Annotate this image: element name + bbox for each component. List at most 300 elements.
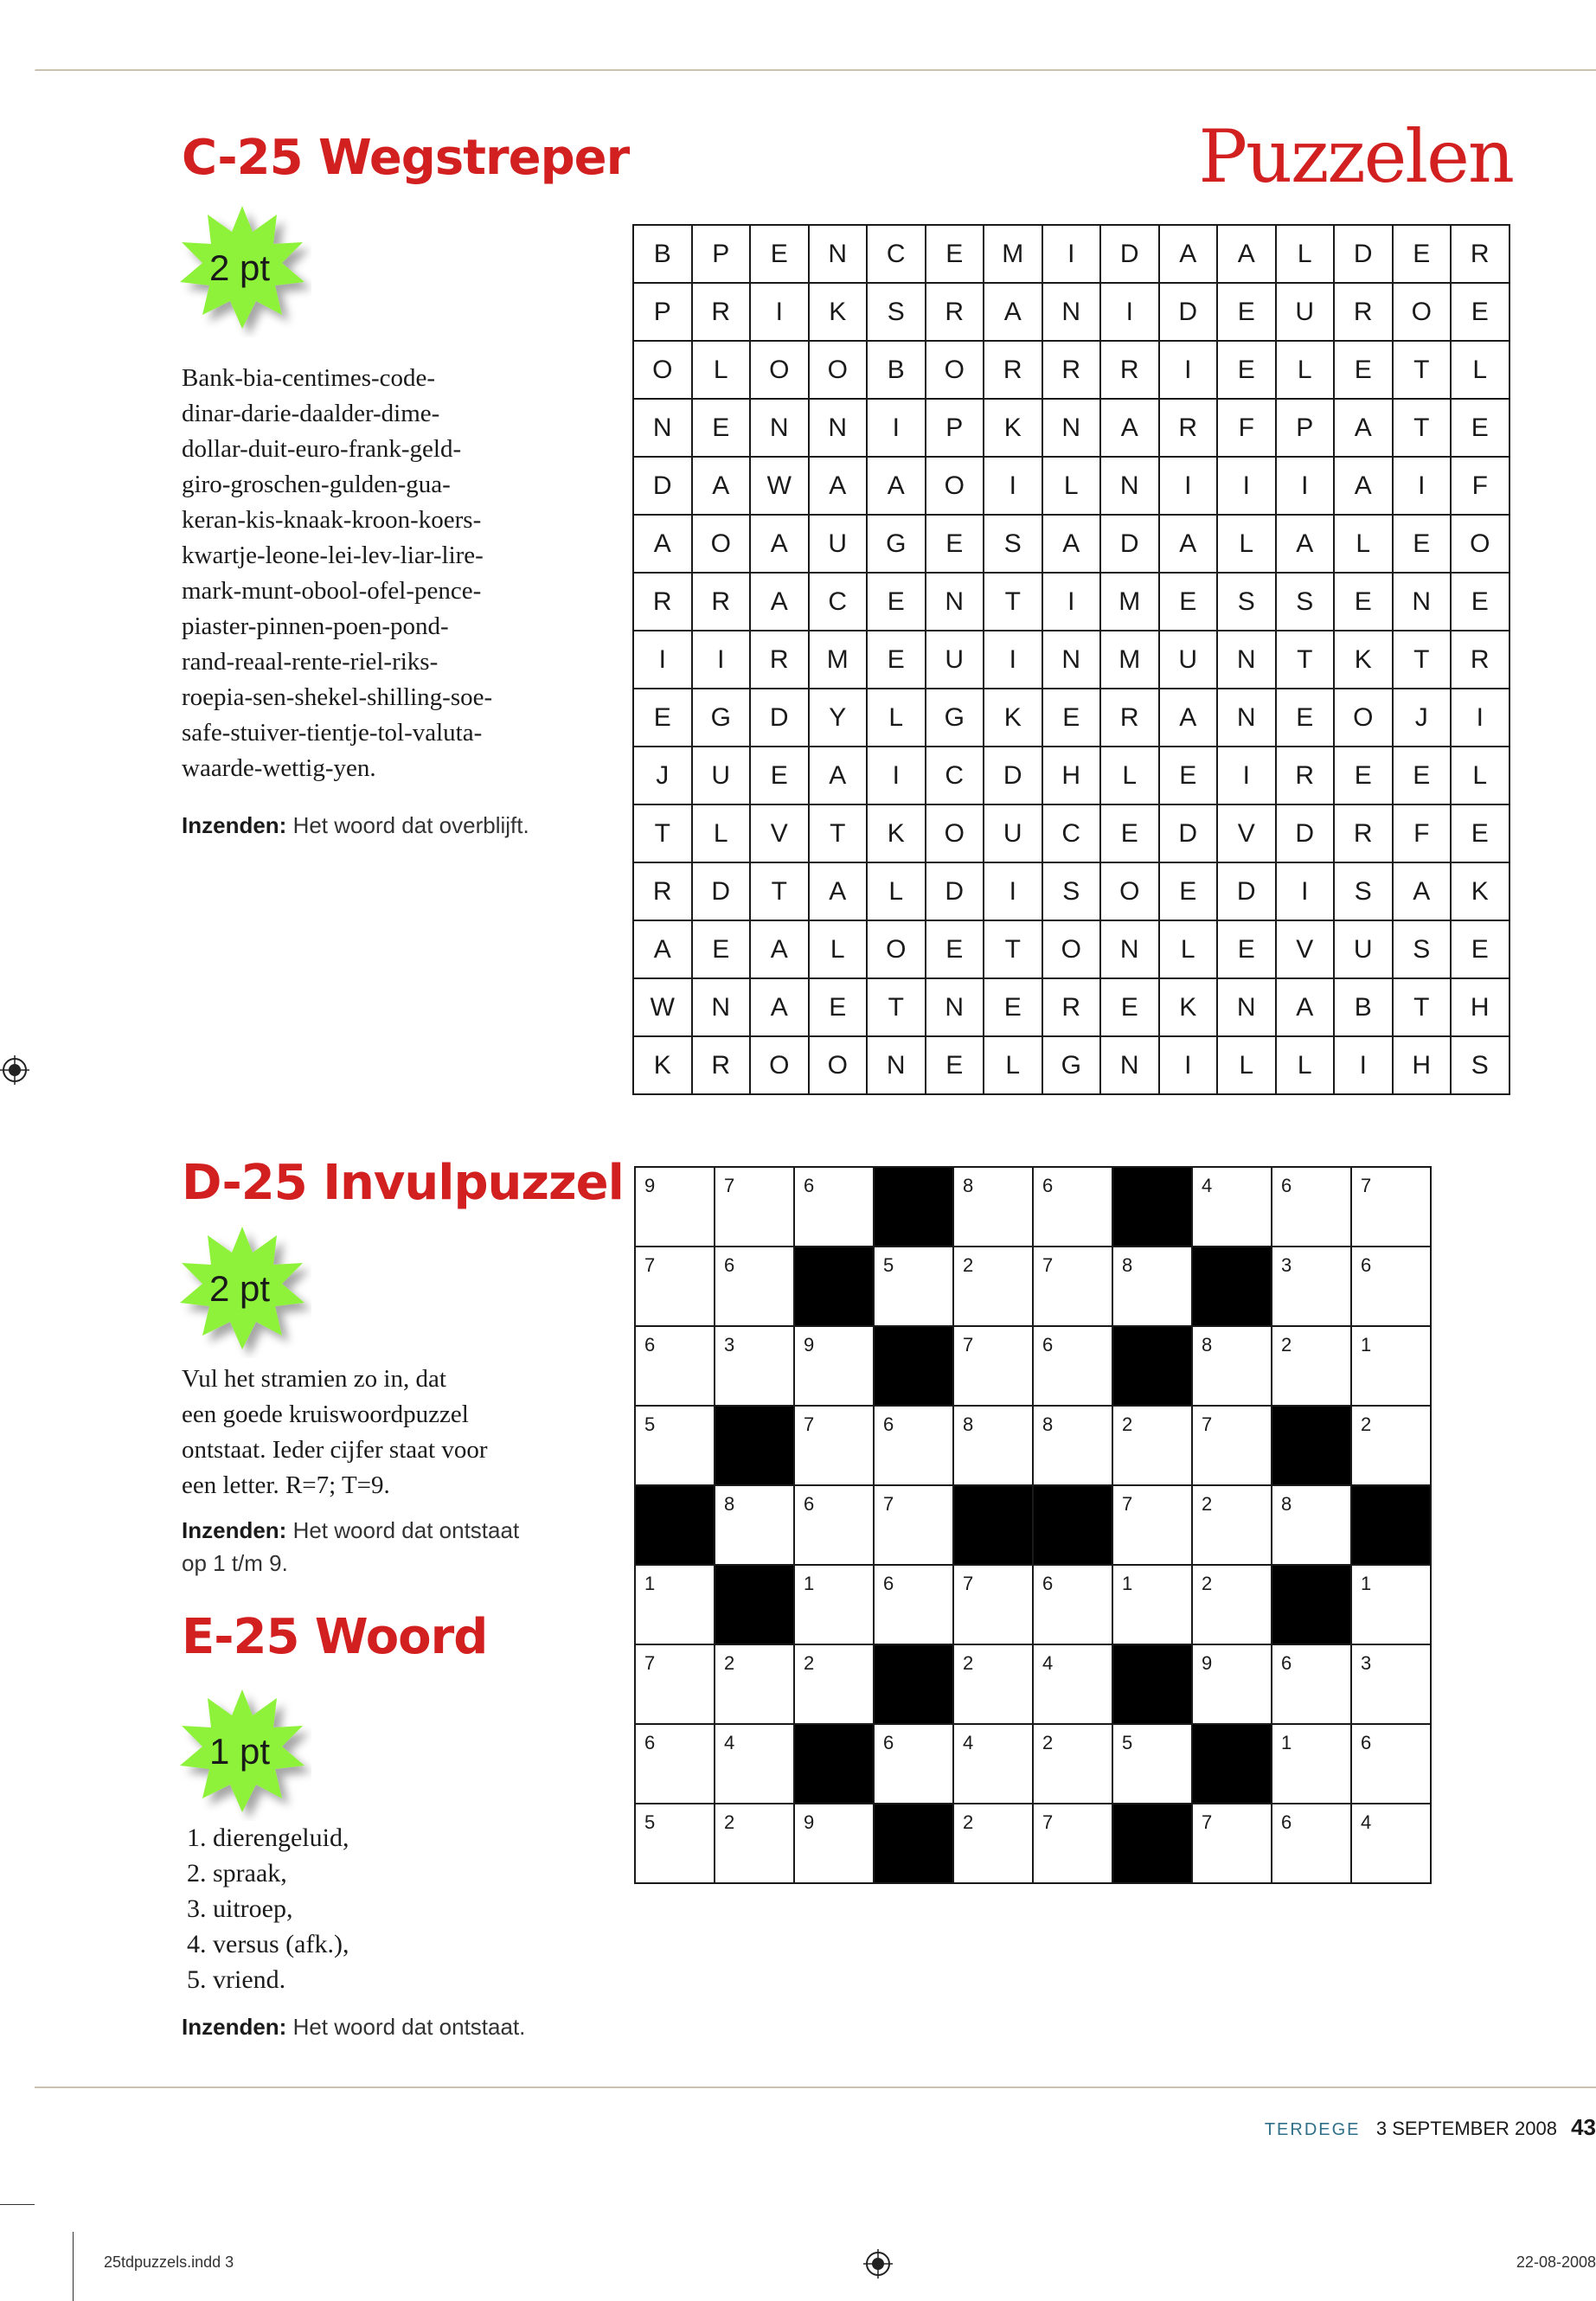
wordsearch-cell[interactable]: N — [1393, 573, 1452, 631]
wordsearch-cell[interactable]: G — [1042, 1036, 1101, 1094]
fillin-cell[interactable]: 6 — [1272, 1644, 1351, 1724]
wordsearch-cell[interactable]: R — [926, 283, 984, 341]
wordsearch-row — [633, 978, 1509, 1036]
wordsearch-cell[interactable]: A — [809, 747, 868, 804]
wordsearch-cell[interactable]: N — [926, 978, 984, 1036]
fillin-cell[interactable]: 2 — [1351, 1406, 1431, 1485]
wordsearch-cell[interactable]: D — [1334, 225, 1393, 283]
fillin-cell[interactable]: 7 — [1351, 1167, 1431, 1247]
wordsearch-cell[interactable]: D — [1159, 283, 1218, 341]
wordsearch-cell[interactable]: S — [1276, 573, 1335, 631]
fillin-cell[interactable]: 8 — [953, 1167, 1033, 1247]
wordsearch-cell[interactable]: E — [1334, 573, 1393, 631]
wordsearch-cell[interactable]: I — [867, 399, 926, 457]
wordsearch-cell[interactable]: N — [1042, 283, 1101, 341]
wordsearch-cell[interactable]: R — [692, 283, 751, 341]
fillin-cell[interactable]: 3 — [715, 1326, 794, 1406]
wordsearch-cell[interactable]: E — [1159, 862, 1218, 920]
wordsearch-cell[interactable]: N — [692, 978, 751, 1036]
wordsearch-cell[interactable]: T — [1393, 341, 1452, 399]
wordsearch-cell[interactable]: N — [1100, 920, 1159, 978]
fillin-cell[interactable]: 1 — [794, 1565, 874, 1644]
wordsearch-cell[interactable]: E — [926, 920, 984, 978]
wordsearch-cell[interactable]: A — [750, 573, 809, 631]
wordsearch-cell[interactable]: N — [1217, 689, 1276, 747]
wordsearch-cell[interactable]: M — [1100, 631, 1159, 689]
wordsearch-cell[interactable]: N — [809, 399, 868, 457]
wordsearch-cell[interactable]: B — [867, 341, 926, 399]
wordsearch-cell[interactable]: O — [692, 515, 751, 573]
wordsearch-cell[interactable]: R — [692, 573, 751, 631]
wordsearch-cell[interactable]: T — [867, 978, 926, 1036]
wordsearch-cell[interactable]: E — [926, 515, 984, 573]
wordsearch-cell[interactable]: L — [692, 341, 751, 399]
wordsearch-cell[interactable]: L — [984, 1036, 1042, 1094]
wordsearch-cell[interactable]: I — [1276, 862, 1335, 920]
word-list-line: rand-reaal-rente-riel-riks- — [182, 648, 439, 676]
wordsearch-cell[interactable]: L — [1451, 747, 1509, 804]
wordsearch-cell[interactable]: F — [1217, 399, 1276, 457]
fillin-cell[interactable]: 1 — [1351, 1565, 1431, 1644]
fillin-cell[interactable]: 7 — [635, 1247, 715, 1326]
fillin-cell[interactable]: 4 — [1192, 1167, 1272, 1247]
wordsearch-cell[interactable]: D — [1100, 515, 1159, 573]
fillin-cell[interactable]: 6 — [635, 1724, 715, 1804]
fillin-cell[interactable]: 9 — [635, 1167, 715, 1247]
wordsearch-cell[interactable]: P — [633, 283, 692, 341]
wordsearch-cell[interactable]: E — [1159, 573, 1218, 631]
wordsearch-cell[interactable]: K — [1451, 862, 1509, 920]
wordsearch-cell[interactable]: D — [926, 862, 984, 920]
fillin-cell[interactable]: 6 — [874, 1724, 953, 1804]
wordsearch-cell[interactable]: W — [633, 978, 692, 1036]
wordsearch-cell[interactable]: J — [1393, 689, 1452, 747]
wordsearch-cell[interactable]: T — [1393, 399, 1452, 457]
fillin-cell[interactable]: 6 — [715, 1247, 794, 1326]
wordsearch-cell[interactable]: S — [867, 283, 926, 341]
wordsearch-cell[interactable]: Y — [809, 689, 868, 747]
wordsearch-cell[interactable]: I — [1159, 341, 1218, 399]
fillin-cell[interactable]: 1 — [1112, 1565, 1192, 1644]
fillin-cell[interactable]: 7 — [794, 1406, 874, 1485]
wordsearch-cell[interactable]: S — [1334, 862, 1393, 920]
wordsearch-cell[interactable]: O — [926, 804, 984, 862]
fillin-cell[interactable]: 1 — [635, 1565, 715, 1644]
wordsearch-cell[interactable]: O — [926, 341, 984, 399]
wordsearch-cell[interactable]: I — [984, 457, 1042, 515]
fillin-cell[interactable]: 6 — [1033, 1326, 1112, 1406]
wordsearch-cell[interactable]: A — [809, 457, 868, 515]
fillin-cell[interactable]: 9 — [794, 1804, 874, 1883]
wordsearch-cell[interactable]: R — [1451, 631, 1509, 689]
wordsearch-cell[interactable]: R — [633, 862, 692, 920]
wordsearch-cell[interactable]: R — [1451, 225, 1509, 283]
wordsearch-cell[interactable]: E — [1334, 747, 1393, 804]
wordsearch-cell[interactable]: K — [1159, 978, 1218, 1036]
wordsearch-cell[interactable]: I — [1334, 1036, 1393, 1094]
wordsearch-cell[interactable]: F — [1451, 457, 1509, 515]
wordsearch-cell[interactable]: I — [1393, 457, 1452, 515]
wordsearch-cell[interactable]: L — [1100, 747, 1159, 804]
fillin-cell[interactable]: 6 — [1033, 1167, 1112, 1247]
wordsearch-cell[interactable]: I — [750, 283, 809, 341]
wordsearch-cell[interactable]: C — [809, 573, 868, 631]
fillin-cell[interactable]: 1 — [1351, 1326, 1431, 1406]
fillin-cell[interactable]: 2 — [1192, 1485, 1272, 1565]
wordsearch-cell[interactable]: B — [633, 225, 692, 283]
fillin-cell[interactable]: 5 — [1112, 1724, 1192, 1804]
fillin-cell[interactable]: 6 — [874, 1406, 953, 1485]
wordsearch-cell[interactable]: U — [692, 747, 751, 804]
wordsearch-cell[interactable]: E — [633, 689, 692, 747]
wordsearch-cell[interactable]: N — [1100, 1036, 1159, 1094]
wordsearch-cell[interactable]: A — [1276, 978, 1335, 1036]
fillin-cell[interactable]: 2 — [953, 1804, 1033, 1883]
wordsearch-cell[interactable]: V — [750, 804, 809, 862]
wordsearch-cell[interactable]: E — [1159, 747, 1218, 804]
fillin-cell[interactable]: 2 — [1033, 1724, 1112, 1804]
wordsearch-cell[interactable]: I — [984, 631, 1042, 689]
wordsearch-cell[interactable]: L — [1042, 457, 1101, 515]
wordsearch-cell[interactable]: G — [692, 689, 751, 747]
wordsearch-cell[interactable]: R — [1276, 747, 1335, 804]
fillin-cell[interactable]: 2 — [953, 1247, 1033, 1326]
wordsearch-cell[interactable]: A — [809, 862, 868, 920]
fillin-cell[interactable]: 6 — [874, 1565, 953, 1644]
fillin-cell[interactable]: 4 — [715, 1724, 794, 1804]
fillin-cell[interactable]: 6 — [1351, 1724, 1431, 1804]
wordsearch-cell[interactable]: T — [1393, 631, 1452, 689]
wordsearch-cell[interactable]: O — [633, 341, 692, 399]
wordsearch-cell[interactable]: T — [1393, 978, 1452, 1036]
wordsearch-cell[interactable]: A — [867, 457, 926, 515]
wordsearch-cell[interactable]: R — [984, 341, 1042, 399]
wordsearch-cell[interactable]: A — [1159, 689, 1218, 747]
wordsearch-cell[interactable]: R — [750, 631, 809, 689]
wordsearch-cell[interactable]: E — [750, 225, 809, 283]
wordsearch-cell[interactable]: M — [1100, 573, 1159, 631]
wordsearch-cell[interactable]: P — [692, 225, 751, 283]
wordsearch-cell[interactable]: O — [867, 920, 926, 978]
wordsearch-cell[interactable]: N — [1217, 631, 1276, 689]
fillin-cell[interactable]: 6 — [1033, 1565, 1112, 1644]
wordsearch-cell[interactable]: A — [1393, 862, 1452, 920]
wordsearch-cell[interactable]: E — [1334, 341, 1393, 399]
wordsearch-cell[interactable]: K — [633, 1036, 692, 1094]
wordsearch-cell[interactable]: E — [750, 747, 809, 804]
wordsearch-cell[interactable]: K — [1334, 631, 1393, 689]
wordsearch-cell[interactable]: L — [1159, 920, 1218, 978]
wordsearch-cell[interactable]: E — [1451, 573, 1509, 631]
wordsearch-cell[interactable]: H — [1393, 1036, 1452, 1094]
wordsearch-cell[interactable]: N — [926, 573, 984, 631]
wordsearch-cell[interactable]: E — [1100, 978, 1159, 1036]
wordsearch-cell[interactable]: A — [633, 920, 692, 978]
wordsearch-cell[interactable]: O — [809, 341, 868, 399]
wordsearch-row — [633, 225, 1509, 283]
fillin-cell[interactable]: 3 — [1272, 1247, 1351, 1326]
wordsearch-cell[interactable]: A — [1100, 399, 1159, 457]
wordsearch-cell[interactable]: E — [1217, 341, 1276, 399]
fillin-cell[interactable]: 2 — [1272, 1326, 1351, 1406]
wordsearch-cell[interactable]: I — [1100, 283, 1159, 341]
wordsearch-cell[interactable]: O — [1451, 515, 1509, 573]
wordsearch-cell[interactable]: L — [1451, 341, 1509, 399]
fillin-cell[interactable]: 6 — [794, 1167, 874, 1247]
wordsearch-cell[interactable]: A — [692, 457, 751, 515]
wordsearch-cell[interactable]: S — [1042, 862, 1101, 920]
wordsearch-cell[interactable]: S — [1393, 920, 1452, 978]
wordsearch-cell[interactable]: L — [809, 920, 868, 978]
wordsearch-cell[interactable]: E — [1276, 689, 1335, 747]
fillin-cell[interactable]: 4 — [1351, 1804, 1431, 1883]
fillin-cell[interactable]: 2 — [1112, 1406, 1192, 1485]
wordsearch-cell[interactable]: C — [926, 747, 984, 804]
wordsearch-cell[interactable]: K — [984, 399, 1042, 457]
wordsearch-cell[interactable]: D — [1217, 862, 1276, 920]
wordsearch-cell[interactable]: R — [633, 573, 692, 631]
wordsearch-cell[interactable]: R — [1042, 978, 1101, 1036]
wordsearch-cell[interactable]: A — [1042, 515, 1101, 573]
fillin-cell[interactable]: 4 — [953, 1724, 1033, 1804]
wordsearch-cell[interactable]: L — [1334, 515, 1393, 573]
fillin-cell[interactable]: 2 — [794, 1644, 874, 1724]
wordsearch-cell[interactable]: U — [1276, 283, 1335, 341]
wordsearch-cell[interactable]: D — [633, 457, 692, 515]
wordsearch-cell[interactable]: E — [1451, 804, 1509, 862]
fillin-cell[interactable]: 9 — [1192, 1644, 1272, 1724]
fillin-cell[interactable]: 8 — [1112, 1247, 1192, 1326]
wordsearch-cell[interactable]: E — [692, 920, 751, 978]
wordsearch-cell[interactable]: O — [750, 1036, 809, 1094]
wordsearch-cell[interactable]: A — [984, 283, 1042, 341]
wordsearch-cell[interactable]: E — [1393, 225, 1452, 283]
fillin-cell[interactable]: 6 — [1272, 1804, 1351, 1883]
wordsearch-cell[interactable]: A — [1334, 457, 1393, 515]
wordsearch-cell[interactable]: O — [1393, 283, 1452, 341]
wordsearch-cell[interactable]: O — [1100, 862, 1159, 920]
fillin-cell[interactable]: 7 — [953, 1565, 1033, 1644]
wordsearch-cell[interactable]: E — [1451, 920, 1509, 978]
fillin-cell[interactable]: 2 — [715, 1644, 794, 1724]
fillin-cell[interactable]: 5 — [635, 1804, 715, 1883]
wordsearch-cell[interactable]: E — [926, 225, 984, 283]
wordsearch-cell[interactable]: U — [1159, 631, 1218, 689]
fillin-cell[interactable]: 5 — [874, 1247, 953, 1326]
wordsearch-cell[interactable]: A — [1334, 399, 1393, 457]
wordsearch-cell[interactable]: N — [1042, 399, 1101, 457]
wordsearch-cell[interactable]: V — [1276, 920, 1335, 978]
wordsearch-cell[interactable]: D — [692, 862, 751, 920]
wordsearch-cell[interactable]: P — [1276, 399, 1335, 457]
wordsearch-cell[interactable]: I — [1159, 1036, 1218, 1094]
wordsearch-cell[interactable]: R — [1159, 399, 1218, 457]
wordsearch-cell[interactable]: L — [867, 862, 926, 920]
wordsearch-cell[interactable]: L — [1276, 341, 1335, 399]
fillin-cell[interactable]: 8 — [1192, 1326, 1272, 1406]
wordsearch-cell[interactable]: S — [984, 515, 1042, 573]
wordsearch-cell[interactable]: L — [692, 804, 751, 862]
fillin-cell[interactable]: 8 — [1272, 1485, 1351, 1565]
wordsearch-cell[interactable]: I — [1042, 225, 1101, 283]
wordsearch-cell[interactable]: L — [1217, 1036, 1276, 1094]
wordsearch-cell[interactable]: I — [1159, 457, 1218, 515]
wordsearch-cell[interactable]: I — [1451, 689, 1509, 747]
fillin-cell[interactable]: 7 — [1192, 1406, 1272, 1485]
wordsearch-cell[interactable]: E — [1393, 515, 1452, 573]
fillin-cell[interactable]: 1 — [1272, 1724, 1351, 1804]
submit-label: Inzenden: — [182, 1517, 287, 1543]
wordsearch-cell[interactable]: H — [1451, 978, 1509, 1036]
fillin-cell[interactable]: 6 — [1351, 1247, 1431, 1326]
wordsearch-cell[interactable]: L — [1276, 225, 1335, 283]
wordsearch-cell[interactable]: D — [1276, 804, 1335, 862]
fillin-cell[interactable]: 8 — [715, 1485, 794, 1565]
fillin-cell[interactable]: 7 — [1112, 1485, 1192, 1565]
fillin-cell[interactable]: 8 — [1033, 1406, 1112, 1485]
wordsearch-cell[interactable]: E — [1393, 747, 1452, 804]
wordsearch-cell[interactable]: N — [750, 399, 809, 457]
wordsearch-cell[interactable]: E — [1217, 920, 1276, 978]
wordsearch-cell[interactable]: E — [1451, 399, 1509, 457]
wordsearch-cell[interactable]: E — [1217, 283, 1276, 341]
wordsearch-cell[interactable]: G — [926, 689, 984, 747]
wordsearch-cell[interactable]: T — [984, 920, 1042, 978]
wordsearch-cell[interactable]: R — [1100, 341, 1159, 399]
fillin-cell[interactable]: 7 — [1192, 1804, 1272, 1883]
wordsearch-cell[interactable]: E — [1042, 689, 1101, 747]
wordsearch-cell[interactable]: U — [1334, 920, 1393, 978]
wordsearch-cell[interactable]: N — [1217, 978, 1276, 1036]
wordsearch-cell[interactable]: M — [809, 631, 868, 689]
wordsearch-cell[interactable]: I — [1042, 573, 1101, 631]
wordsearch-cell[interactable]: A — [1217, 225, 1276, 283]
fillin-cell[interactable]: 7 — [715, 1167, 794, 1247]
wordsearch-cell[interactable]: P — [926, 399, 984, 457]
wordsearch-cell[interactable]: E — [809, 978, 868, 1036]
wordsearch-cell[interactable]: N — [867, 1036, 926, 1094]
fillin-cell[interactable]: 7 — [1033, 1247, 1112, 1326]
wordsearch-cell[interactable]: R — [1100, 689, 1159, 747]
fillin-cell[interactable]: 7 — [953, 1326, 1033, 1406]
wordsearch-cell[interactable]: K — [809, 283, 868, 341]
fillin-cell[interactable]: 7 — [874, 1485, 953, 1565]
wordsearch-cell[interactable]: U — [984, 804, 1042, 862]
wordsearch-cell[interactable]: E — [984, 978, 1042, 1036]
wordsearch-cell[interactable]: T — [809, 804, 868, 862]
wordsearch-cell[interactable]: C — [1042, 804, 1101, 862]
wordsearch-cell[interactable]: W — [750, 457, 809, 515]
wordsearch-cell[interactable]: D — [1100, 225, 1159, 283]
wordsearch-cell[interactable]: E — [692, 399, 751, 457]
wordsearch-cell[interactable]: F — [1393, 804, 1452, 862]
wordsearch-cell[interactable]: R — [1042, 341, 1101, 399]
wordsearch-cell[interactable]: N — [809, 225, 868, 283]
wordsearch-cell[interactable]: I — [633, 631, 692, 689]
fillin-cell[interactable]: 8 — [953, 1406, 1033, 1485]
fillin-cell[interactable]: 6 — [794, 1485, 874, 1565]
wordsearch-cell[interactable]: H — [1042, 747, 1101, 804]
wordsearch-cell[interactable]: A — [1276, 515, 1335, 573]
wordsearch-cell[interactable]: A — [750, 515, 809, 573]
wordsearch-cell[interactable]: C — [867, 225, 926, 283]
wordsearch-cell[interactable]: J — [633, 747, 692, 804]
wordsearch-cell[interactable]: I — [1276, 457, 1335, 515]
wordsearch-cell[interactable]: E — [926, 1036, 984, 1094]
wordsearch-cell[interactable]: A — [750, 978, 809, 1036]
wordsearch-cell[interactable]: E — [1451, 283, 1509, 341]
wordsearch-cell[interactable]: A — [750, 920, 809, 978]
wordsearch-cell[interactable]: K — [984, 689, 1042, 747]
wordsearch-cell[interactable]: T — [984, 573, 1042, 631]
wordsearch-cell[interactable]: D — [750, 689, 809, 747]
wordsearch-cell[interactable]: I — [1217, 747, 1276, 804]
wordsearch-cell[interactable]: T — [750, 862, 809, 920]
wordsearch-cell[interactable]: N — [1042, 631, 1101, 689]
wordsearch-cell[interactable]: N — [1100, 457, 1159, 515]
wordsearch-cell[interactable]: S — [1451, 1036, 1509, 1094]
wordsearch-cell[interactable]: I — [867, 747, 926, 804]
wordsearch-cell[interactable]: I — [1217, 457, 1276, 515]
wordsearch-cell[interactable]: E — [867, 631, 926, 689]
wordsearch-cell[interactable]: V — [1217, 804, 1276, 862]
fillin-cell[interactable]: 2 — [953, 1644, 1033, 1724]
wordsearch-cell[interactable]: E — [1100, 804, 1159, 862]
fillin-cell[interactable]: 5 — [635, 1406, 715, 1485]
fillin-cell[interactable]: 6 — [1272, 1167, 1351, 1247]
wordsearch-cell[interactable]: R — [692, 1036, 751, 1094]
wordsearch-cell[interactable]: U — [926, 631, 984, 689]
wordsearch-cell[interactable]: L — [1276, 1036, 1335, 1094]
fillin-cell[interactable]: 2 — [715, 1804, 794, 1883]
wordsearch-cell[interactable]: T — [1276, 631, 1335, 689]
wordsearch-cell[interactable]: O — [750, 341, 809, 399]
fillin-cell[interactable]: 3 — [1351, 1644, 1431, 1724]
wordsearch-cell[interactable]: U — [809, 515, 868, 573]
fillin-cell[interactable]: 7 — [1033, 1804, 1112, 1883]
fillin-cell[interactable]: 7 — [635, 1644, 715, 1724]
wordsearch-cell[interactable]: T — [633, 804, 692, 862]
wordsearch-cell[interactable]: R — [1334, 804, 1393, 862]
wordsearch-cell[interactable]: G — [867, 515, 926, 573]
fillin-title: D-25 Invulpuzzel — [182, 1155, 624, 1211]
wordsearch-cell[interactable]: K — [867, 804, 926, 862]
wordsearch-cell[interactable]: O — [1042, 920, 1101, 978]
wordsearch-cell[interactable]: N — [633, 399, 692, 457]
wordsearch-cell[interactable]: L — [867, 689, 926, 747]
wordsearch-cell[interactable]: D — [1159, 804, 1218, 862]
wordsearch-cell[interactable]: A — [1159, 515, 1218, 573]
wordsearch-cell[interactable]: R — [1334, 283, 1393, 341]
fillin-cell[interactable]: 4 — [1033, 1644, 1112, 1724]
wordsearch-cell[interactable]: B — [1334, 978, 1393, 1036]
wordsearch-cell[interactable]: A — [633, 515, 692, 573]
fillin-cell[interactable]: 6 — [635, 1326, 715, 1406]
wordsearch-cell[interactable]: S — [1217, 573, 1276, 631]
wordsearch-cell[interactable]: M — [984, 225, 1042, 283]
wordsearch-cell[interactable]: E — [867, 573, 926, 631]
wordsearch-cell[interactable]: O — [926, 457, 984, 515]
wordsearch-cell[interactable]: O — [1334, 689, 1393, 747]
wordsearch-cell[interactable]: O — [809, 1036, 868, 1094]
fillin-cell[interactable]: 9 — [794, 1326, 874, 1406]
wordsearch-cell[interactable]: D — [984, 747, 1042, 804]
wordsearch-cell[interactable]: L — [1217, 515, 1276, 573]
fillin-cell[interactable]: 2 — [1192, 1565, 1272, 1644]
wordsearch-cell[interactable]: I — [692, 631, 751, 689]
wordsearch-cell[interactable]: I — [984, 862, 1042, 920]
wordsearch-cell[interactable]: A — [1159, 225, 1218, 283]
